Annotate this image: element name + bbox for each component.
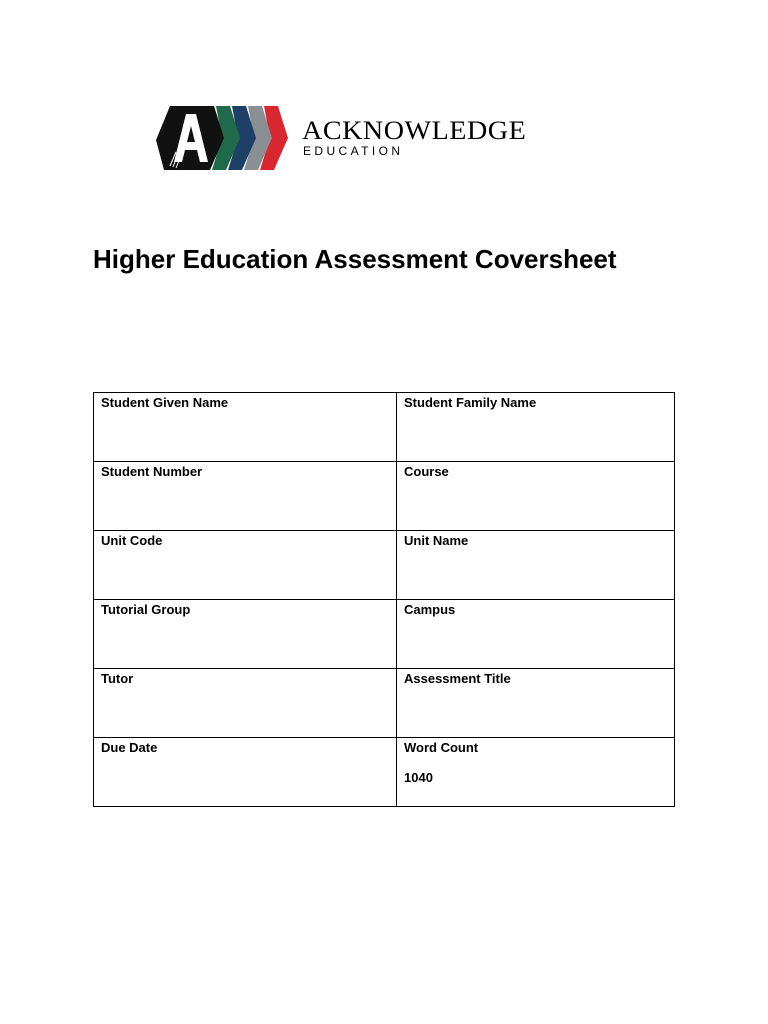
table-row — [94, 393, 675, 462]
due-date-cell[interactable] — [94, 738, 397, 807]
cell-label: Student Given Name — [101, 395, 229, 410]
page-title: Higher Education Assessment Coversheet — [93, 244, 617, 274]
logo-subtitle: EDUCATION — [303, 144, 404, 158]
tutor-cell[interactable] — [94, 669, 397, 738]
acknowledge-a-stripes-logo-icon — [156, 104, 296, 172]
course-cell[interactable] — [397, 462, 675, 531]
table-row — [94, 738, 675, 807]
word-count-cell[interactable] — [397, 738, 675, 807]
tutorial-group-cell[interactable] — [94, 600, 397, 669]
campus-cell[interactable] — [397, 600, 675, 669]
cell-label: Tutor — [101, 671, 134, 686]
table-row — [94, 462, 675, 531]
cell-label: Campus — [404, 602, 456, 617]
cell-label: Assessment Title — [404, 671, 511, 686]
cell-label: Due Date — [101, 740, 158, 755]
word-count-value: 1040 — [404, 770, 433, 785]
student-family-name-cell[interactable] — [397, 393, 675, 462]
table-row — [94, 669, 675, 738]
cell-label: Unit Code — [101, 533, 163, 548]
table-row — [94, 531, 675, 600]
student-number-cell[interactable] — [94, 462, 397, 531]
logo-wordmark: ACKNOWLEDGE — [302, 116, 527, 145]
acknowledge-logo — [156, 104, 596, 172]
unit-code-cell[interactable] — [94, 531, 397, 600]
cell-label: Tutorial Group — [101, 602, 191, 617]
student-given-name-cell[interactable] — [94, 393, 397, 462]
assessment-title-cell[interactable] — [397, 669, 675, 738]
cell-label: Student Family Name — [404, 395, 537, 410]
table-row — [94, 600, 675, 669]
cell-label: Word Count — [404, 740, 479, 755]
cell-label: Unit Name — [404, 533, 469, 548]
cell-label: Student Number — [101, 464, 203, 479]
cell-label: Course — [404, 464, 449, 479]
coversheet-table — [93, 392, 675, 807]
unit-name-cell[interactable] — [397, 531, 675, 600]
